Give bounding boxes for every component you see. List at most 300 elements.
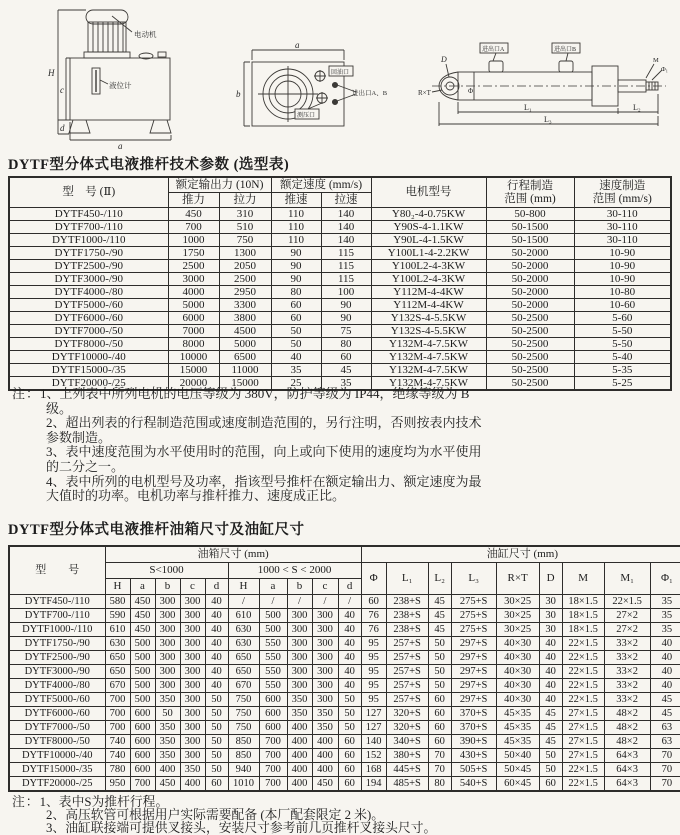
spec-table-body <box>9 208 671 391</box>
value-cell: 550 <box>259 651 287 665</box>
model-cell: DYTF1750-/90 <box>9 247 168 260</box>
value-cell: 300 <box>312 623 338 637</box>
value-cell: 350 <box>312 721 338 735</box>
value-cell: 5-60 <box>574 312 671 325</box>
value-cell: 297+S <box>451 679 496 693</box>
table-row <box>9 651 680 665</box>
table-row <box>9 707 680 721</box>
value-cell: 300 <box>180 693 205 707</box>
model-cell: DYTF6000-/60 <box>9 312 168 325</box>
value-cell: 50-2500 <box>486 312 574 325</box>
value-cell: 750 <box>228 693 259 707</box>
value-cell: Y112M-4-4KW <box>371 299 486 312</box>
value-cell: 35 <box>650 623 680 637</box>
model-cell: DYTF2500-/90 <box>9 260 168 273</box>
value-cell: Y100L2-4-3KW <box>371 260 486 273</box>
col-header-a2: a <box>259 579 287 595</box>
model-cell: DYTF5000-/60 <box>9 693 105 707</box>
value-cell: 340+S <box>386 735 428 749</box>
col-header-c1: c <box>180 579 205 595</box>
value-cell: 350 <box>155 693 180 707</box>
value-cell: 350 <box>312 707 338 721</box>
value-cell: 7000 <box>168 325 219 338</box>
value-cell: 50-2500 <box>486 377 574 391</box>
value-cell: 115 <box>321 260 371 273</box>
value-cell: 300 <box>180 679 205 693</box>
col-header-phi1: Φ₁ <box>650 563 680 595</box>
value-cell: 40×30 <box>496 665 539 679</box>
value-cell: 238+S <box>386 595 428 609</box>
value-cell: 5-50 <box>574 338 671 351</box>
table-row <box>9 234 671 247</box>
value-cell: 950 <box>105 777 130 792</box>
col-header-H2: H <box>228 579 259 595</box>
col-header-L3: L₃ <box>451 563 496 595</box>
value-cell: 70 <box>650 749 680 763</box>
col-header-model2: 型 号 <box>9 546 105 595</box>
value-cell: 670 <box>228 679 259 693</box>
value-cell: 400 <box>287 749 312 763</box>
value-cell: 350 <box>287 707 312 721</box>
notes-section-1 <box>12 387 486 504</box>
value-cell: 1010 <box>228 777 259 792</box>
value-cell: 5-40 <box>574 351 671 364</box>
value-cell: 40 <box>205 595 228 609</box>
value-cell: 300 <box>180 707 205 721</box>
section1-title: DYTF型分体式电液推杆技术参数 (选型表) <box>8 157 290 173</box>
value-cell: 27×2 <box>604 609 650 623</box>
col-header-L1: L₁ <box>386 563 428 595</box>
value-cell: 650 <box>228 665 259 679</box>
value-cell: 430+S <box>451 749 496 763</box>
value-cell: 400 <box>287 777 312 792</box>
value-cell: 40 <box>271 351 321 364</box>
value-cell: 5-50 <box>574 325 671 338</box>
value-cell: 700 <box>105 721 130 735</box>
value-cell: 450 <box>130 595 155 609</box>
value-cell: 257+S <box>386 665 428 679</box>
value-cell: 40×30 <box>496 651 539 665</box>
value-cell: 25 <box>271 377 321 391</box>
model-cell: DYTF8000-/50 <box>9 338 168 351</box>
motor-label: 电动机 <box>134 30 157 39</box>
col-header-RxT: R×T <box>496 563 539 595</box>
value-cell: 35 <box>650 595 680 609</box>
value-cell: 610 <box>105 623 130 637</box>
value-cell: / <box>259 595 287 609</box>
col-header-tank: 油箱尺寸 (mm) <box>105 546 361 563</box>
value-cell: 300 <box>312 637 338 651</box>
value-cell: 30 <box>539 623 562 637</box>
stroke-range-line1: 行程制造 <box>507 179 554 192</box>
value-cell: 20000 <box>168 377 219 391</box>
value-cell: 33×2 <box>604 637 650 651</box>
value-cell: 275+S <box>451 595 496 609</box>
technical-drawings <box>0 0 680 152</box>
col-header-D: D <box>539 563 562 595</box>
value-cell: 500 <box>130 679 155 693</box>
value-cell: 700 <box>168 221 219 234</box>
value-cell: 300 <box>155 595 180 609</box>
value-cell: 40 <box>338 651 361 665</box>
value-cell: 22×1.5 <box>562 763 604 777</box>
col-header-M: M <box>562 563 604 595</box>
value-cell: 300 <box>287 651 312 665</box>
value-cell: 90 <box>321 299 371 312</box>
value-cell: 5000 <box>219 338 271 351</box>
table-row <box>9 665 680 679</box>
value-cell: 40 <box>205 679 228 693</box>
value-cell: 22×1.5 <box>604 595 650 609</box>
dim-L1: L₁ <box>524 103 532 112</box>
value-cell: 600 <box>130 763 155 777</box>
value-cell: 60 <box>338 777 361 792</box>
value-cell: 40 <box>650 637 680 651</box>
value-cell: 400 <box>312 763 338 777</box>
value-cell: 40 <box>539 693 562 707</box>
notes-prefix: 注： <box>12 386 41 401</box>
value-cell: 50-1500 <box>486 234 574 247</box>
dim-h: H <box>48 68 55 78</box>
value-cell: 1300 <box>219 247 271 260</box>
value-cell: 2950 <box>219 286 271 299</box>
value-cell: 370+S <box>451 707 496 721</box>
dim-L3: L₃ <box>544 115 552 124</box>
value-cell: 485+S <box>386 777 428 792</box>
value-cell: 300 <box>155 609 180 623</box>
col-header-stroke-range <box>486 177 574 208</box>
table-row <box>9 260 671 273</box>
value-cell: 600 <box>130 721 155 735</box>
value-cell: Y80₂-4-0.75KW <box>371 208 486 221</box>
value-cell: 70 <box>650 763 680 777</box>
value-cell: 80 <box>321 338 371 351</box>
value-cell: 750 <box>228 721 259 735</box>
col-header-speed-range <box>574 177 671 208</box>
value-cell: 257+S <box>386 679 428 693</box>
value-cell: 370+S <box>451 721 496 735</box>
value-cell: 650 <box>105 651 130 665</box>
value-cell: 300 <box>287 609 312 623</box>
col-header-b2: b <box>287 579 312 595</box>
value-cell: 670 <box>105 679 130 693</box>
value-cell: 50 <box>428 637 451 651</box>
value-cell: 500 <box>130 651 155 665</box>
value-cell: 10-90 <box>574 273 671 286</box>
value-cell: 40 <box>205 609 228 623</box>
col-header-M1: M₁ <box>604 563 650 595</box>
value-cell: 127 <box>361 707 386 721</box>
table-row <box>9 364 671 377</box>
col-header-d1: d <box>205 579 228 595</box>
model-cell: DYTF5000-/60 <box>9 299 168 312</box>
dim-phi1: Φ₁ <box>661 66 669 73</box>
value-cell: 297+S <box>451 637 496 651</box>
value-cell: 80 <box>271 286 321 299</box>
table-row <box>9 208 671 221</box>
value-cell: 50 <box>271 338 321 351</box>
value-cell: 350 <box>155 749 180 763</box>
table-row <box>9 777 680 792</box>
col-header-pull: 拉力 <box>219 193 271 208</box>
value-cell: 95 <box>361 665 386 679</box>
note-text: 1、上列表中所列电机的电压等级为 380V，防护等级为 IP44，绝缘等级为 B 级。 <box>40 386 470 416</box>
value-cell: 22×1.5 <box>562 679 604 693</box>
value-cell: 40×30 <box>496 637 539 651</box>
value-cell: 60 <box>338 763 361 777</box>
value-cell: 600 <box>130 749 155 763</box>
value-cell: 18×1.5 <box>562 609 604 623</box>
value-cell: 400 <box>287 721 312 735</box>
value-cell: 300 <box>180 651 205 665</box>
table-row <box>9 286 671 299</box>
col-header-pull-speed: 拉速 <box>321 193 371 208</box>
col-header-model: 型 号 (Ⅱ) <box>9 177 168 208</box>
col-header-L2: L₂ <box>428 563 451 595</box>
pressure-port-label: 测压口 <box>297 113 316 119</box>
stroke-range-line2: 范围 (mm) <box>504 192 556 205</box>
model-cell: DYTF4000-/80 <box>9 286 168 299</box>
value-cell: 3300 <box>219 299 271 312</box>
value-cell: 700 <box>259 735 287 749</box>
value-cell: 76 <box>361 623 386 637</box>
value-cell: 50 <box>271 325 321 338</box>
value-cell: 2050 <box>219 260 271 273</box>
value-cell: 70 <box>650 777 680 792</box>
value-cell: 60×45 <box>496 777 539 792</box>
value-cell: 15000 <box>168 364 219 377</box>
value-cell: 700 <box>259 749 287 763</box>
value-cell: 500 <box>130 693 155 707</box>
value-cell: 60 <box>321 351 371 364</box>
value-cell: 22×1.5 <box>562 693 604 707</box>
model-cell: DYTF15000-/35 <box>9 763 105 777</box>
value-cell: 257+S <box>386 693 428 707</box>
value-cell: 140 <box>321 221 371 234</box>
dim-L2: L₂ <box>633 103 641 112</box>
value-cell: 380+S <box>386 749 428 763</box>
value-cell: 600 <box>259 721 287 735</box>
table-row <box>9 338 671 351</box>
value-cell: 50×45 <box>496 763 539 777</box>
speed-range-line2: 范围 (mm/s) <box>592 192 652 205</box>
value-cell: 257+S <box>386 637 428 651</box>
value-cell: 40 <box>539 637 562 651</box>
value-cell: 300 <box>312 609 338 623</box>
value-cell: 60 <box>271 299 321 312</box>
value-cell: / <box>228 595 259 609</box>
value-cell: 50-1500 <box>486 221 574 234</box>
value-cell: 22×1.5 <box>562 777 604 792</box>
value-cell: 1000 <box>168 234 219 247</box>
value-cell: 300 <box>312 665 338 679</box>
value-cell: 35 <box>321 377 371 391</box>
value-cell: 40×30 <box>496 693 539 707</box>
model-cell: DYTF8000-/50 <box>9 735 105 749</box>
value-cell: 297+S <box>451 651 496 665</box>
model-cell: DYTF2500-/90 <box>9 651 105 665</box>
value-cell: 550 <box>259 637 287 651</box>
value-cell: 90 <box>271 260 321 273</box>
value-cell: 70 <box>428 749 451 763</box>
value-cell: 445+S <box>386 763 428 777</box>
table-row <box>9 763 680 777</box>
dim-M: M <box>653 57 659 64</box>
value-cell: 300 <box>287 637 312 651</box>
value-cell: 60 <box>428 735 451 749</box>
col-header-s-1000-2000: 1000 < S < 2000 <box>228 563 361 579</box>
ports-ab-label: 进出口A、B <box>352 90 388 97</box>
value-cell: 8000 <box>168 338 219 351</box>
value-cell: 45×35 <box>496 707 539 721</box>
model-cell: DYTF1000-/110 <box>9 623 105 637</box>
value-cell: 194 <box>361 777 386 792</box>
value-cell: 850 <box>228 749 259 763</box>
value-cell: Y100L1-4-2.2KW <box>371 247 486 260</box>
value-cell: 50 <box>205 707 228 721</box>
value-cell: Y112M-4-4KW <box>371 286 486 299</box>
value-cell: 127 <box>361 721 386 735</box>
value-cell: 750 <box>228 707 259 721</box>
model-cell: DYTF20000-/25 <box>9 377 168 391</box>
value-cell: 60 <box>338 749 361 763</box>
value-cell: Y132M-4-7.5KW <box>371 364 486 377</box>
value-cell: Y132M-4-7.5KW <box>371 377 486 391</box>
model-cell: DYTF450-/110 <box>9 595 105 609</box>
value-cell: 40 <box>205 665 228 679</box>
value-cell: 610 <box>228 609 259 623</box>
value-cell: 80 <box>428 777 451 792</box>
dim-c: c <box>60 85 64 95</box>
value-cell: 630 <box>228 637 259 651</box>
dim-D: D <box>441 55 447 64</box>
value-cell: 60 <box>271 312 321 325</box>
value-cell: 30-110 <box>574 208 671 221</box>
return-port-label: 回油口 <box>331 70 350 76</box>
value-cell: 580 <box>105 595 130 609</box>
value-cell: 45 <box>428 609 451 623</box>
value-cell: 450 <box>155 777 180 792</box>
model-cell: DYTF15000-/35 <box>9 364 168 377</box>
value-cell: 152 <box>361 749 386 763</box>
value-cell: 1750 <box>168 247 219 260</box>
value-cell: 4500 <box>219 325 271 338</box>
value-cell: 275+S <box>451 609 496 623</box>
value-cell: 110 <box>271 208 321 221</box>
value-cell: 650 <box>105 665 130 679</box>
value-cell: 75 <box>321 325 371 338</box>
value-cell: 600 <box>259 693 287 707</box>
value-cell: 50 <box>205 693 228 707</box>
value-cell: 45 <box>428 623 451 637</box>
value-cell: 5000 <box>168 299 219 312</box>
value-cell: 40 <box>539 679 562 693</box>
table-row <box>9 273 671 286</box>
value-cell: 33×2 <box>604 693 650 707</box>
value-cell: 48×2 <box>604 735 650 749</box>
value-cell: 90 <box>271 247 321 260</box>
value-cell: 2500 <box>219 273 271 286</box>
value-cell: 35 <box>271 364 321 377</box>
value-cell: 63 <box>650 735 680 749</box>
value-cell: 540+S <box>451 777 496 792</box>
value-cell: 110 <box>271 234 321 247</box>
col-header-H1: H <box>105 579 130 595</box>
value-cell: 500 <box>259 609 287 623</box>
col-header-s-lt-1000: S<1000 <box>105 563 228 579</box>
dim-a-block: a <box>295 40 300 50</box>
value-cell: 115 <box>321 273 371 286</box>
value-cell: 300 <box>287 679 312 693</box>
value-cell: 600 <box>130 707 155 721</box>
value-cell: 50 <box>428 665 451 679</box>
value-cell: 45 <box>428 595 451 609</box>
value-cell: 850 <box>228 735 259 749</box>
value-cell: 3000 <box>168 273 219 286</box>
value-cell: 238+S <box>386 609 428 623</box>
cylinder-drawing <box>432 43 669 126</box>
value-cell: 27×1.5 <box>562 707 604 721</box>
value-cell: 50-2500 <box>486 351 574 364</box>
value-cell: 400 <box>180 777 205 792</box>
table-row <box>9 679 680 693</box>
model-cell: DYTF450-/110 <box>9 208 168 221</box>
value-cell: 45 <box>539 735 562 749</box>
table-row <box>9 609 680 623</box>
value-cell: 27×1.5 <box>562 721 604 735</box>
value-cell: 300 <box>180 665 205 679</box>
dim-a-tank: a <box>118 141 123 151</box>
value-cell: 40 <box>338 665 361 679</box>
value-cell: Y132S-4-5.5KW <box>371 312 486 325</box>
value-cell: 450 <box>312 777 338 792</box>
value-cell: 40 <box>205 623 228 637</box>
value-cell: 310 <box>219 208 271 221</box>
value-cell: 50×40 <box>496 749 539 763</box>
value-cell: 95 <box>361 637 386 651</box>
value-cell: 500 <box>259 623 287 637</box>
value-cell: 550 <box>259 679 287 693</box>
spec-selection-table <box>8 176 672 391</box>
value-cell: 650 <box>228 651 259 665</box>
value-cell: 50-2000 <box>486 273 574 286</box>
table-row <box>9 325 671 338</box>
col-header-push: 推力 <box>168 193 219 208</box>
dim-RxT: R×T <box>418 89 431 97</box>
model-cell: DYTF7000-/50 <box>9 721 105 735</box>
value-cell: 297+S <box>451 693 496 707</box>
value-cell: 60 <box>428 707 451 721</box>
table-row <box>9 312 671 325</box>
value-cell: 40×30 <box>496 679 539 693</box>
table-row <box>9 693 680 707</box>
value-cell: 50 <box>205 721 228 735</box>
value-cell: 50 <box>155 707 180 721</box>
value-cell: 450 <box>130 623 155 637</box>
value-cell: 450 <box>130 609 155 623</box>
value-cell: 500 <box>130 665 155 679</box>
value-cell: 350 <box>155 721 180 735</box>
value-cell: 22×1.5 <box>562 651 604 665</box>
value-cell: 27×1.5 <box>562 749 604 763</box>
value-cell: 300 <box>180 637 205 651</box>
value-cell: 45×35 <box>496 735 539 749</box>
value-cell: 60 <box>361 595 386 609</box>
value-cell: 45 <box>650 693 680 707</box>
value-cell: 700 <box>259 777 287 792</box>
level-gauge-label: 液位计 <box>109 81 132 90</box>
value-cell: 630 <box>228 623 259 637</box>
